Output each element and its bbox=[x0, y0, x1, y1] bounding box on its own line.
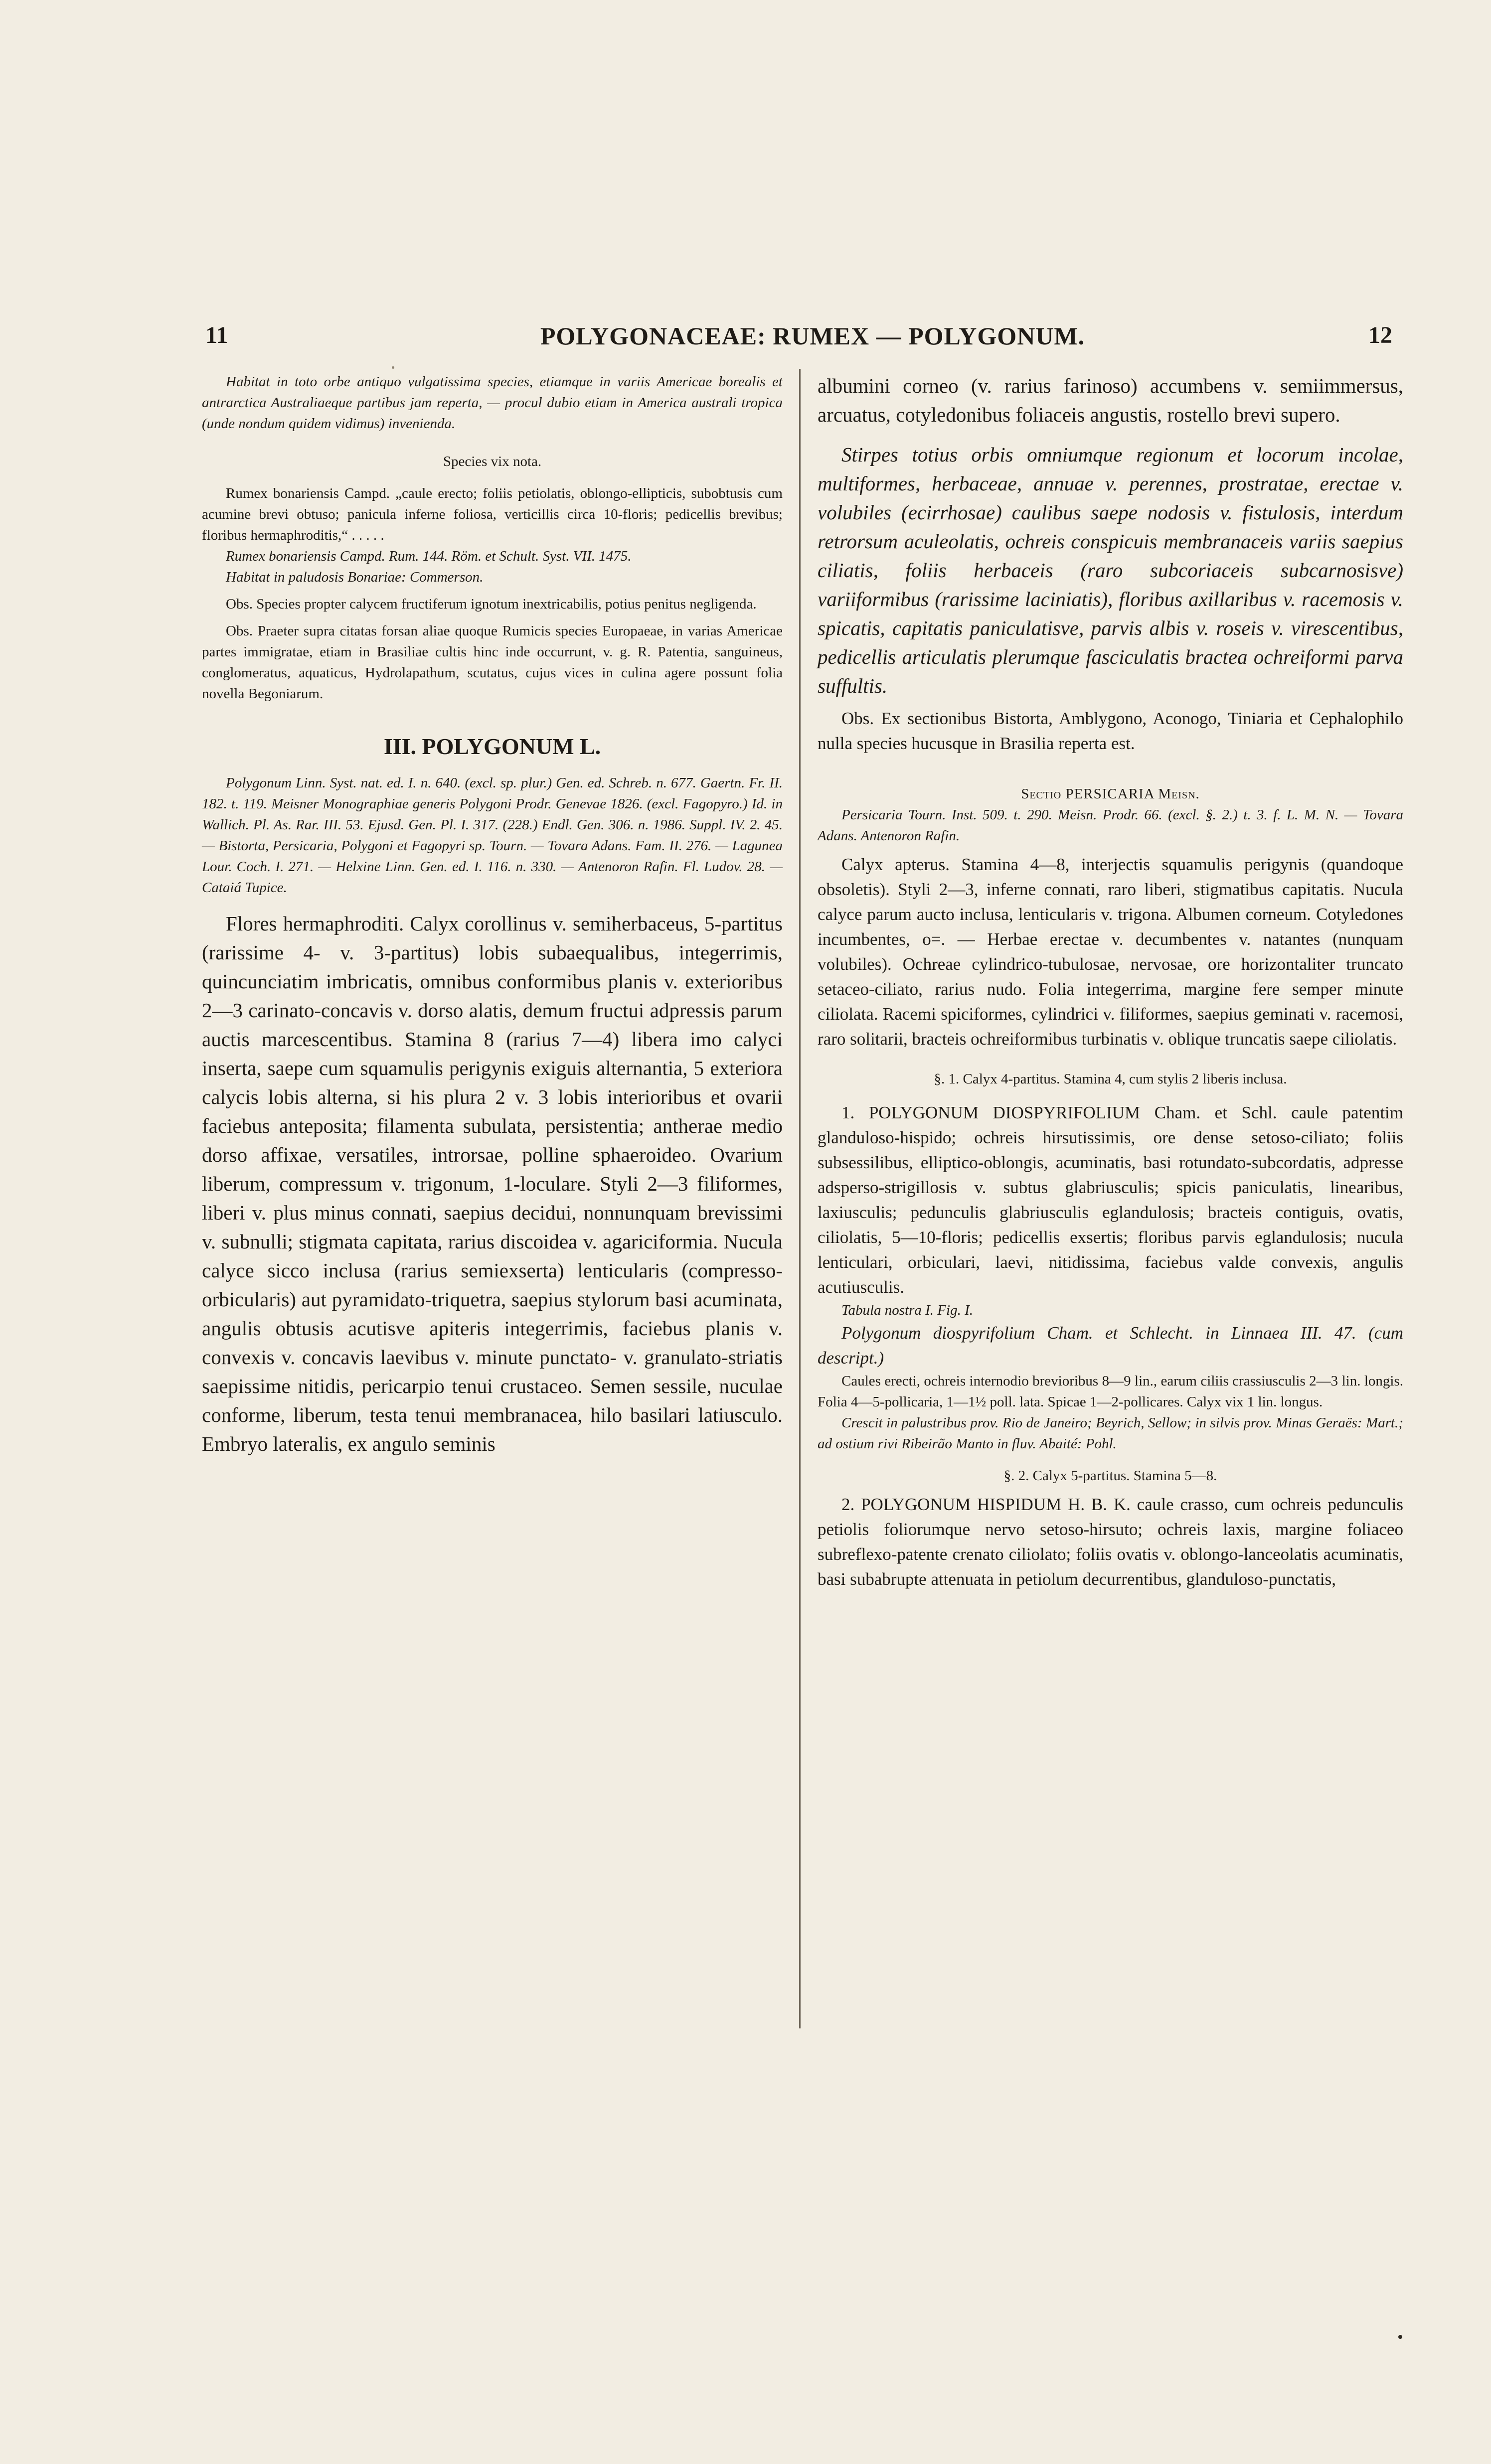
observation-2: Obs. Praeter supra citatas forsan aliae quoque Rumicis species Europaeae, in varias Americae partes immigratae, etiam in Brasiliae cultis hinc inde occurrunt, v. g. R. Patentia, sanguineus, conglomeratus, aquaticus, Hydrolapathum, scutatus, cujus vices in culina agere possunt folia novella Begoniarum. bbox=[202, 623, 783, 702]
genus-synonymy: Polygonum Linn. Syst. nat. ed. I. n. 640. (excl. sp. plur.) Gen. ed. Schreb. n. 677. Gaertn. Fr. II. 182. t. 119. Meisner Monographiae generis Polygoni Prodr. Genevae 1826. (excl. Fagopyro.) Id. in Wallich. Pl. As. Rar. III. 53. Ejusd. Gen. Pl. I. 317. (228.) Endl. Gen. 306. n. 1986. Suppl. IV. 2. 45. — Bistorta, Persicaria, Polygoni et Fagopyri sp. Tourn. — Tovara Adans. Fam. II. 276. — Lagunea Lour. Coch. I. 271. — Helxine Linn. Gen. ed. I. 116. n. 330. — Antenoron Rafin. Fl. Ludov. 28. — Cataiá Tupice. bbox=[202, 775, 783, 896]
page-number-left: 11 bbox=[205, 322, 228, 348]
running-title: POLYGONACEAE: RUMEX — POLYGONUM. bbox=[540, 322, 1085, 350]
rumex-bonariensis-reference: Rumex bonariensis Campd. Rum. 144. Röm. et Schult. Syst. VII. 1475. bbox=[226, 548, 632, 564]
rumex-bonariensis-description: Rumex bonariensis Campd. „caule erecto; foliis petiolatis, oblongo-ellipticis, subobtusis cum acumine brevi obtuso; panicula inferne foliosa, verticillis circa 10-floris; pedicellis brevibus; floribus hermaphroditis,“ . . . . . bbox=[202, 485, 783, 543]
species-1-description: 1. POLYGONUM DIOSPYRIFOLIUM Cham. et Schl. caule patentim glanduloso-hispido; ochreis hirsutissimis, ore dense setoso-ciliato; foliis subsessilibus, elliptico-oblongis, acuminatis, basi rotundato-subcordatis, adpresse adsperso-strigillosis v. subtus glabriusculis; spicis paniculatis, linearibus, laxiusculis; pedunculis glabriusculis eglandulosis; bracteis contiguis, ovatis, ciliolatis, 5—10-floris; pedicellis exsertis; floribus parvis eglandulosis; nucula lenticulari, orbiculari, laevi, nitidissima, faciebus valde convexis, angulis acutiusculis. bbox=[818, 1103, 1403, 1297]
habitat-paragraph: Habitat in toto orbe antiquo vulgatissima species, etiamque in variis Americae borealis et antrarctica Australiaeque partibus jam reperta, — procul dubio etiam in America australi tropica (unde nondum quidem vidimus) invenienda. bbox=[202, 374, 783, 432]
subsection-2-heading: §. 2. Calyx 5-partitus. Stamina 5—8. bbox=[1003, 1468, 1217, 1484]
observation: Obs. Ex sectionibus Bistorta, Amblygono, Aconogo, Tiniaria et Cephalophilo nulla species hucusque in Brasilia reperta est. bbox=[818, 709, 1403, 753]
species-2-description: 2. POLYGONUM HISPIDUM H. B. K. caule crasso, cum ochreis pedunculis petiolis foliorumque nervo setoso-hirsuto; ochreis laxis, margine foliaceo subreflexo-patente crenato ciliolato; foliis ovatis v. oblongo-lanceolatis acuminatis, basi subabrupte attenuata in petiolum decurrentibus, glanduloso-punctatis, bbox=[818, 1495, 1403, 1589]
genus-description: Flores hermaphroditi. Calyx corollinus v. semiherbaceus, 5-partitus (rarissime 4- v. 3-partitus) lobis subaequalibus, integerrimis, quincunciatim imbricatis, omnibus conformibus planis v. exterioribus 2—3 carinato-concavis v. dorso alatis, demum fructui adpressis parum auctis marcescentibus. Stamina 8 (rarius 7—4) libera imo calyci inserta, saepe cum squamulis perigynis exiguis alternantia, 5 exteriora calycis lobis alterna, si his plura 2 v. 3 lobis interioribus et ovarii faciebus anteposita; filamenta subulata, persistentia; antherae medio dorso affixae, versatiles, introrsae, polline sphaeroideo. Ovarium liberum, compressum v. trigonum, 1-loculare. Styli 2—3 filiformes, liberi v. plus minus connati, saepius decidui, nonnunquam brevissimi v. subnulli; stigmata capitata, rarius discoidea v. agariciformia. Nucula calyce sicco inclusa (rarius semiexserta) lenticularis (compresso-orbicularis) aut pyramidato-triquetra, saepius stylorum basi acuminata, angulis obtusis acutisve apiteris integerrimis, faciebus planis v. convexis v. concavis laevibus v. minute punctato- v. granulato-striatis saepissime nitidis, pericarpio tenui crustaceo. Semen sessile, nuculae conforme, liberum, testa tenui membranacea, hilo basilari latiusculo. Embryo lateralis, ex angulo seminis bbox=[202, 912, 783, 1455]
habitat-paragraph-2: Habitat in paludosis Bonariae: Commerson. bbox=[226, 569, 484, 585]
page-header bbox=[0, 321, 1491, 366]
species-note: Species vix nota. bbox=[443, 454, 542, 469]
decorative-dot-2 bbox=[1398, 2335, 1402, 2339]
column-rule bbox=[799, 369, 801, 2028]
species-1-measurements: Caules erecti, ochreis internodio brevioribus 8—9 lin., earum ciliis crassiusculis 2—3 lin. longis. Folia 4—5-pollicaria, 1—1½ poll. lata. Spicae 1—2-pollicares. Calyx vix 1 lin. longus. bbox=[818, 1373, 1403, 1410]
page-number-right: 12 bbox=[1368, 322, 1392, 348]
left-column bbox=[202, 371, 783, 1458]
plate-reference: Tabula nostra I. Fig. I. bbox=[841, 1302, 973, 1318]
sectio-description: Calyx apterus. Stamina 4—8, interjectis squamulis perigynis (quandoque obsoletis). Styli 2—3, inferne connati, raro liberi, stigmatibus capitatis. Nucula calyce parum aucto inclusa, lenticularis v. trigona. Albumen corneum. Cotyledones incumbentes, o=. — Herbae erectae v. decumbentes v. natantes (nunquam volubiles). Ochreae cylindrico-tubulosae, nervosae, ore horizontaliter truncato setaceo-ciliato, rarius nudo. Folia integerrima, margine fere semper minute ciliolata. Racemi spiciformes, cylindrici v. filiformes, saepius geminati v. racemosi, raro solitarii, bracteis ochreiformibus turbinatis v. oblique truncatis saepe ciliolatis. bbox=[818, 855, 1403, 1049]
stirpes-paragraph: Stirpes totius orbis omniumque regionum et locorum incolae, multiformes, herbaceae, annuae v. perennes, prostratae, erectae v. volubiles (ecirrhosae) caulibus saepe nodosis v. fistulosis, interdum retrorsum aculeolatis, ochreis conspicuis membranaceis variis saepius ciliatis, foliis herbaceis (raro subcoriaceis subcarnosisve) variiformibus (rarissime laciniatis), floribus axillaribus v. racemosis v. spicatis, capitatis paniculatisve, parvis albis v. roseis v. virescentibus, pedicellis articulatis plerumque fasciculatis bractea ochreiformi parva suffultis. bbox=[818, 443, 1403, 697]
decorative-dot bbox=[392, 366, 394, 369]
sectio-reference: Persicaria Tourn. Inst. 509. t. 290. Meisn. Prodr. 66. (excl. §. 2.) t. 3. f. L. M. N. — Tovara Adans. Antenoron Rafin. bbox=[818, 807, 1403, 844]
species-1-habitat: Crescit in palustribus prov. Rio de Janeiro; Beyrich, Sellow; in silvis prov. Minas Geraës: Mart.; ad ostium rivi Ribeirão Manto in fluv. Abaité: Pohl. bbox=[818, 1415, 1403, 1452]
genus-title: III. POLYGONUM L. bbox=[383, 734, 601, 759]
genus-description-continued: albumini corneo (v. rarius farinoso) accumbens v. semiimmersus, arcuatus, cotyledonibus foliaceis angustis, rostello brevi supero. bbox=[818, 374, 1403, 426]
species-1-reference: Polygonum diospyrifolium Cham. et Schlecht. in Linnaea III. 47. (cum descript.) bbox=[818, 1323, 1403, 1368]
sectio-title: Sectio PERSICARIA Meisn. bbox=[1021, 786, 1200, 802]
subsection-1-heading: §. 1. Calyx 4-partitus. Stamina 4, cum stylis 2 liberis inclusa. bbox=[934, 1071, 1287, 1087]
right-column bbox=[818, 371, 1403, 1592]
observation-1: Obs. Species propter calycem fructiferum ignotum inextricabilis, potius penitus negligenda. bbox=[226, 596, 757, 612]
